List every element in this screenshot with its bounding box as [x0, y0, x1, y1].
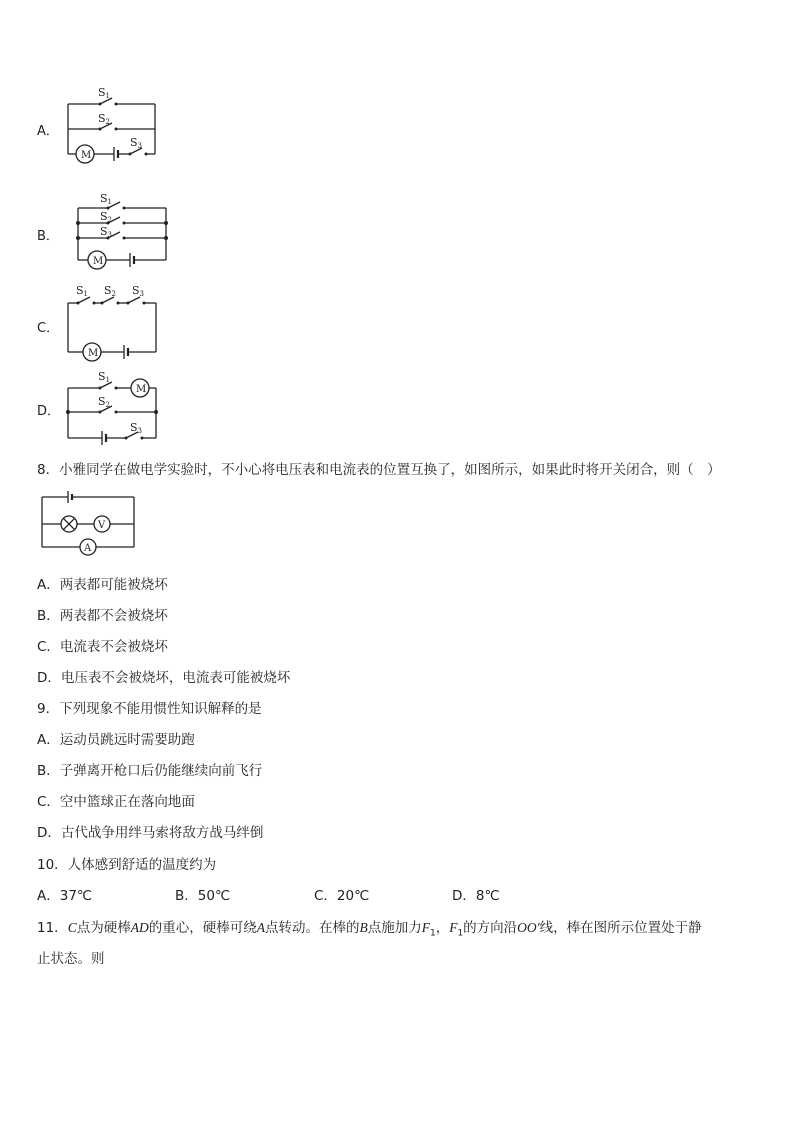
- motor-label: M: [93, 256, 104, 267]
- svg-text:S3: [132, 284, 144, 298]
- label-s3: S: [130, 136, 138, 149]
- q11-text: 点为硬棒: [76, 920, 131, 936]
- label-s1-sub: 1: [107, 198, 113, 206]
- point-c: C: [67, 920, 77, 935]
- force-f1: F: [449, 920, 458, 935]
- circuit-diagram-b: [68, 190, 178, 275]
- q9-option-a: A．运动员跳远时需要助跑: [37, 732, 195, 748]
- q9-option-d: D．古代战争用绊马索将敌方战马绊倒: [37, 825, 264, 841]
- svg-text:S3: [100, 225, 112, 239]
- svg-text:S1: [98, 370, 110, 384]
- line-oo: OO′: [517, 920, 540, 935]
- circuit-diagram-c: [62, 283, 172, 363]
- q11-text: 线，棒在图所示位置处于静: [539, 920, 702, 936]
- label-s1-sub: 1: [83, 290, 89, 298]
- q11-text: 点施加力: [367, 920, 422, 936]
- q11-stem-line2: 止状态。则: [37, 951, 105, 967]
- q10-option-a: A．37℃: [37, 888, 93, 904]
- label-s2-sub: 2: [105, 401, 111, 409]
- force-f1: F: [421, 920, 430, 935]
- q7-option-a-letter: A．: [37, 124, 59, 139]
- q9-stem: 9．下列现象不能用惯性知识解释的是: [37, 701, 262, 717]
- q11-number: 11．: [37, 920, 68, 936]
- label-s3-sub: 3: [137, 427, 143, 435]
- label-s2: S: [100, 210, 108, 223]
- q11-text: ，: [435, 920, 450, 936]
- label-s1: S: [100, 192, 108, 205]
- voltmeter-label: V: [98, 520, 106, 531]
- label-s3-sub: 3: [137, 142, 143, 150]
- label-s2: S: [98, 395, 106, 408]
- force-f1-sub: 1: [429, 928, 436, 939]
- label-s1-sub: 1: [105, 92, 111, 100]
- q8-stem: 8．小雅同学在做电学实验时，不小心将电压表和电流表的位置互换了，如图所示，如果此时将开关闭合，则（ ）: [37, 462, 721, 478]
- motor-label: M: [88, 348, 99, 359]
- label-s2-sub: 2: [107, 216, 113, 224]
- q11-text: 点转动。在棒的: [264, 920, 360, 936]
- q11-text: 的方向沿: [463, 920, 518, 936]
- q8-option-c: C．电流表不会被烧坏: [37, 639, 168, 655]
- svg-text:S2: [104, 284, 116, 298]
- ammeter-label: A: [84, 543, 92, 554]
- label-s2: S: [98, 112, 106, 125]
- q8-circuit-diagram: [38, 487, 143, 557]
- label-s1: S: [76, 284, 84, 297]
- svg-text:S1: [98, 86, 110, 100]
- svg-text:S1: [100, 192, 112, 206]
- motor-label: M: [136, 384, 147, 395]
- point-a: A: [256, 920, 265, 935]
- svg-text:S2: [100, 210, 112, 224]
- svg-text:S2: [98, 112, 110, 126]
- q8-option-b: B．两表都不会被烧坏: [37, 608, 168, 624]
- label-s2: S: [104, 284, 112, 297]
- q11-text: 的重心，硬棒可绕: [148, 920, 257, 936]
- label-s2-sub: 2: [105, 118, 111, 126]
- force-f1-sub: 1: [457, 928, 464, 939]
- q11-stem-line1: [37, 916, 702, 939]
- label-s3: S: [132, 284, 140, 297]
- circuit-diagram-a: [60, 82, 170, 164]
- rod-ad: AD: [130, 920, 149, 935]
- q7-option-d-letter: D．: [37, 404, 61, 419]
- label-s3-sub: 3: [139, 290, 145, 298]
- svg-text:S3: [130, 136, 142, 150]
- label-s3: S: [100, 225, 108, 238]
- q7-option-c-letter: C．: [37, 321, 60, 336]
- q9-option-c: C．空中篮球正在落向地面: [37, 794, 195, 810]
- q10-option-d: D．8℃: [452, 888, 500, 904]
- svg-text:S2: [98, 395, 110, 409]
- label-s3: S: [130, 421, 138, 434]
- q10-stem: 10．人体感到舒适的温度约为: [37, 857, 217, 873]
- label-s1: S: [98, 86, 106, 99]
- q10-option-c: C．20℃: [314, 888, 370, 904]
- q7-option-b-letter: B．: [37, 229, 59, 244]
- circuit-diagram-d: [62, 368, 172, 446]
- q8-option-a: A．两表都可能被烧坏: [37, 577, 168, 593]
- label-s1-sub: 1: [105, 376, 111, 384]
- svg-text:S3: [130, 421, 142, 435]
- label-s3-sub: 3: [107, 231, 113, 239]
- label-s2-sub: 2: [111, 290, 117, 298]
- q8-option-d: D．电压表不会被烧坏，电流表可能被烧坏: [37, 670, 291, 686]
- svg-text:S1: [76, 284, 88, 298]
- q9-option-b: B．子弹离开枪口后仍能继续向前飞行: [37, 763, 263, 779]
- motor-label: M: [81, 150, 92, 161]
- point-b: B: [359, 920, 368, 935]
- q10-option-b: B．50℃: [175, 888, 231, 904]
- label-s1: S: [98, 370, 106, 383]
